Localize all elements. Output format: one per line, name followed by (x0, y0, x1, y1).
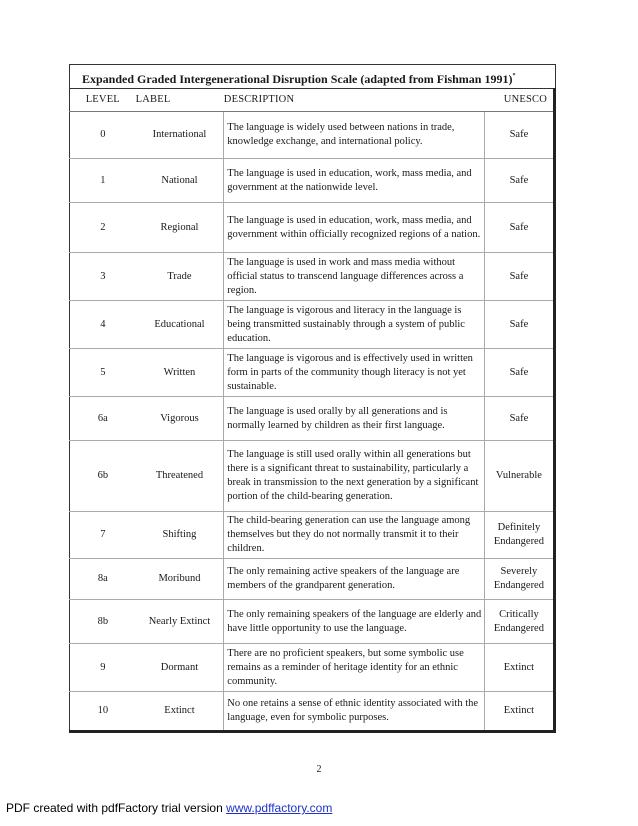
description-cell: No one retains a sense of ethnic identity associated with the language, even for symbolic purposes. (224, 692, 485, 732)
label-cell: Regional (136, 203, 224, 253)
unesco-cell: Definitely Endangered (484, 512, 554, 559)
unesco-cell: Critically Endangered (484, 600, 554, 644)
unesco-cell: Severely Endangered (484, 559, 554, 600)
table-row (70, 349, 555, 397)
unesco-cell: Safe (484, 349, 554, 397)
table-row (70, 559, 555, 600)
label-cell: Extinct (164, 705, 195, 716)
page-number: 2 (316, 764, 322, 775)
description-cell: The language is widely used between nations in trade, knowledge exchange, and international policy. (224, 112, 485, 159)
label-cell: Threatened (136, 441, 224, 512)
description-cell: There are no proficient speakers, but some symbolic use remains as a reminder of heritage identity for an ethnic community. (224, 644, 485, 692)
label-cell: Shifting (136, 512, 224, 559)
level-cell: 5 (70, 349, 136, 397)
label-cell: National (136, 159, 224, 203)
egids-table (69, 88, 556, 733)
level-cell: 4 (70, 301, 136, 349)
unesco-cell: Safe (484, 397, 554, 441)
level-cell: 6a (70, 397, 136, 441)
level-cell: 6b (70, 441, 136, 512)
title-footnote-mark: * (512, 73, 516, 79)
table-row (70, 441, 555, 512)
label-cell: Trade (136, 253, 224, 301)
table-row (70, 112, 555, 159)
description-cell: The language is vigorous and literacy in the language is being transmitted sustainably through a system of public education. (224, 301, 485, 349)
level-cell: 10 (97, 705, 109, 716)
table-title-text: Expanded Graded Intergenerational Disruption Scale (adapted from Fishman 1991) (82, 72, 513, 86)
footer-text: PDF created with pdfFactory trial version (6, 801, 227, 815)
unesco-cell: Extinct (484, 644, 554, 692)
table-row (70, 512, 555, 559)
label-cell: Nearly Extinct (136, 600, 224, 644)
label-cell: Vigorous (136, 397, 224, 441)
unesco-cell: Safe (484, 159, 554, 203)
table-row (70, 397, 555, 441)
table-row (70, 600, 555, 644)
unesco-cell: Vulnerable (484, 441, 554, 512)
description-cell: The language is still used orally within all generations but there is a significant threat to sustainability, particularly a break in transmission to the next generation by a significant portion of the child-bearing generation. (224, 441, 485, 512)
egids-table-container (69, 64, 556, 733)
level-cell: 0 (70, 112, 136, 159)
description-cell: The only remaining speakers of the language are elderly and have little opportunity to use the language. (224, 600, 485, 644)
level-cell: 8a (70, 559, 136, 600)
table-row (70, 159, 555, 203)
table-row (70, 203, 555, 253)
description-cell: The language is used in education, work, mass media, and government within officially recognized regions of a nation. (224, 203, 485, 253)
unesco-cell: Safe (484, 112, 554, 159)
table-row (70, 301, 555, 349)
level-cell: 3 (70, 253, 136, 301)
description-cell: The language is used in work and mass media without official status to transcend language differences across a region. (224, 253, 485, 301)
pdf-footer (6, 801, 332, 815)
description-cell: The language is used orally by all generations and is normally learned by children as their first language. (224, 397, 485, 441)
level-cell: 8b (70, 600, 136, 644)
description-cell: The language is vigorous and is effectively used in written form in parts of the community though literacy is not yet sustainable. (224, 349, 485, 397)
level-cell: 2 (70, 203, 136, 253)
table-row (70, 644, 555, 692)
description-cell: The language is used in education, work, mass media, and government at the nationwide level. (224, 159, 485, 203)
description-cell: The only remaining active speakers of the language are members of the grandparent generation. (224, 559, 485, 600)
table-title (69, 64, 556, 88)
level-cell: 9 (70, 644, 136, 692)
label-cell: Educational (136, 301, 224, 349)
description-cell: The child-bearing generation can use the language among themselves but they do not normally transmit it to their children. (224, 512, 485, 559)
header-level: LEVEL (70, 89, 136, 112)
footer-link[interactable]: www.pdffactory.com (226, 801, 333, 815)
unesco-cell: Extinct (503, 705, 535, 716)
label-cell: Moribund (136, 559, 224, 600)
table-header-row (70, 89, 555, 112)
unesco-cell: Safe (484, 301, 554, 349)
unesco-cell: Safe (484, 203, 554, 253)
unesco-cell: Safe (484, 253, 554, 301)
table-row (70, 692, 555, 732)
level-cell: 1 (70, 159, 136, 203)
table-row (70, 253, 555, 301)
label-cell: Dormant (136, 644, 224, 692)
header-description: DESCRIPTION (224, 89, 485, 112)
label-cell: Written (136, 349, 224, 397)
header-label: LABEL (136, 89, 224, 112)
level-cell: 7 (70, 512, 136, 559)
label-cell: International (136, 112, 224, 159)
header-unesco: UNESCO (484, 89, 554, 112)
